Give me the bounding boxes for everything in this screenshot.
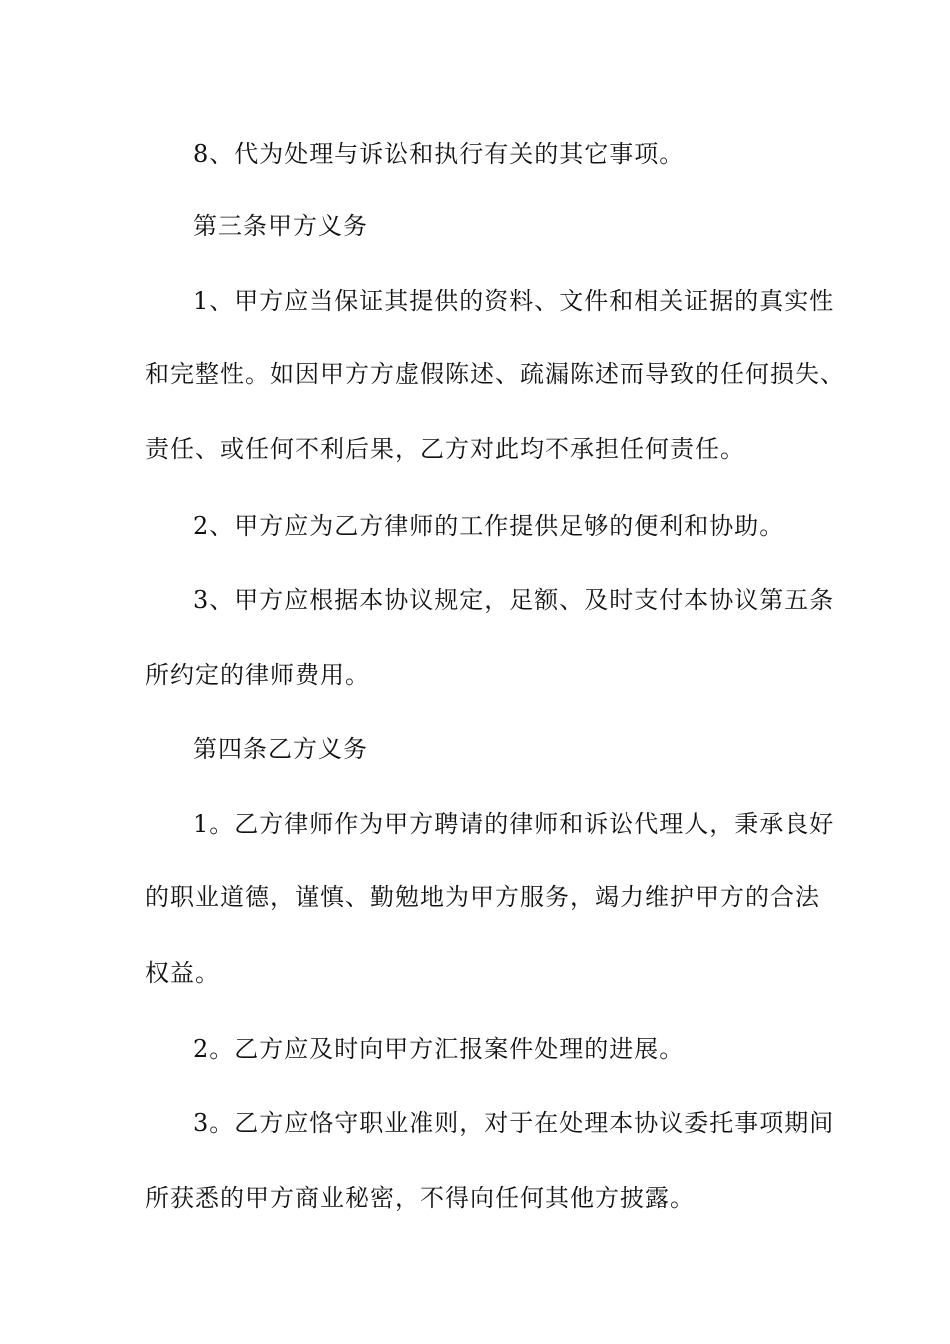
article-4-item-3-line-1: 3。乙方应恪守职业准则，对于在处理本协议委托事项期间 (193, 1109, 835, 1137)
article-3-item-1-line-1: 1、甲方应当保证其提供的资料、文件和相关证据的真实性 (193, 287, 835, 315)
article-3-item-3-line-1: 3、甲方应根据本协议规定，足额、及时支付本协议第五条 (193, 586, 835, 614)
article-4-item-1-line-3: 权益。 (145, 959, 220, 987)
article-3-heading: 第三条甲方义务 (193, 212, 368, 240)
item-8-line: 8、代为处理与诉讼和执行有关的其它事项。 (193, 140, 685, 168)
article-3-item-1-line-3: 责任、或任何不利后果，乙方对此均不承担任何责任。 (145, 435, 745, 463)
article-4-item-3-line-2: 所获悉的甲方商业秘密，不得向任何其他方披露。 (145, 1184, 695, 1212)
article-3-item-1-line-2: 和完整性。如因甲方方虚假陈述、疏漏陈述而导致的任何损失、 (145, 360, 845, 388)
article-4-item-1-line-1: 1。乙方律师作为甲方聘请的律师和诉讼代理人，秉承良好 (193, 810, 835, 838)
article-4-heading: 第四条乙方义务 (193, 735, 368, 763)
article-4-item-2-line: 2。乙方应及时向甲方汇报案件处理的进展。 (193, 1035, 685, 1063)
article-4-item-1-line-2: 的职业道德，谨慎、勤勉地为甲方服务，竭力维护甲方的合法 (145, 883, 820, 911)
article-3-item-2-line: 2、甲方应为乙方律师的工作提供足够的便利和协助。 (193, 512, 785, 540)
article-3-item-3-line-2: 所约定的律师费用。 (145, 661, 370, 689)
